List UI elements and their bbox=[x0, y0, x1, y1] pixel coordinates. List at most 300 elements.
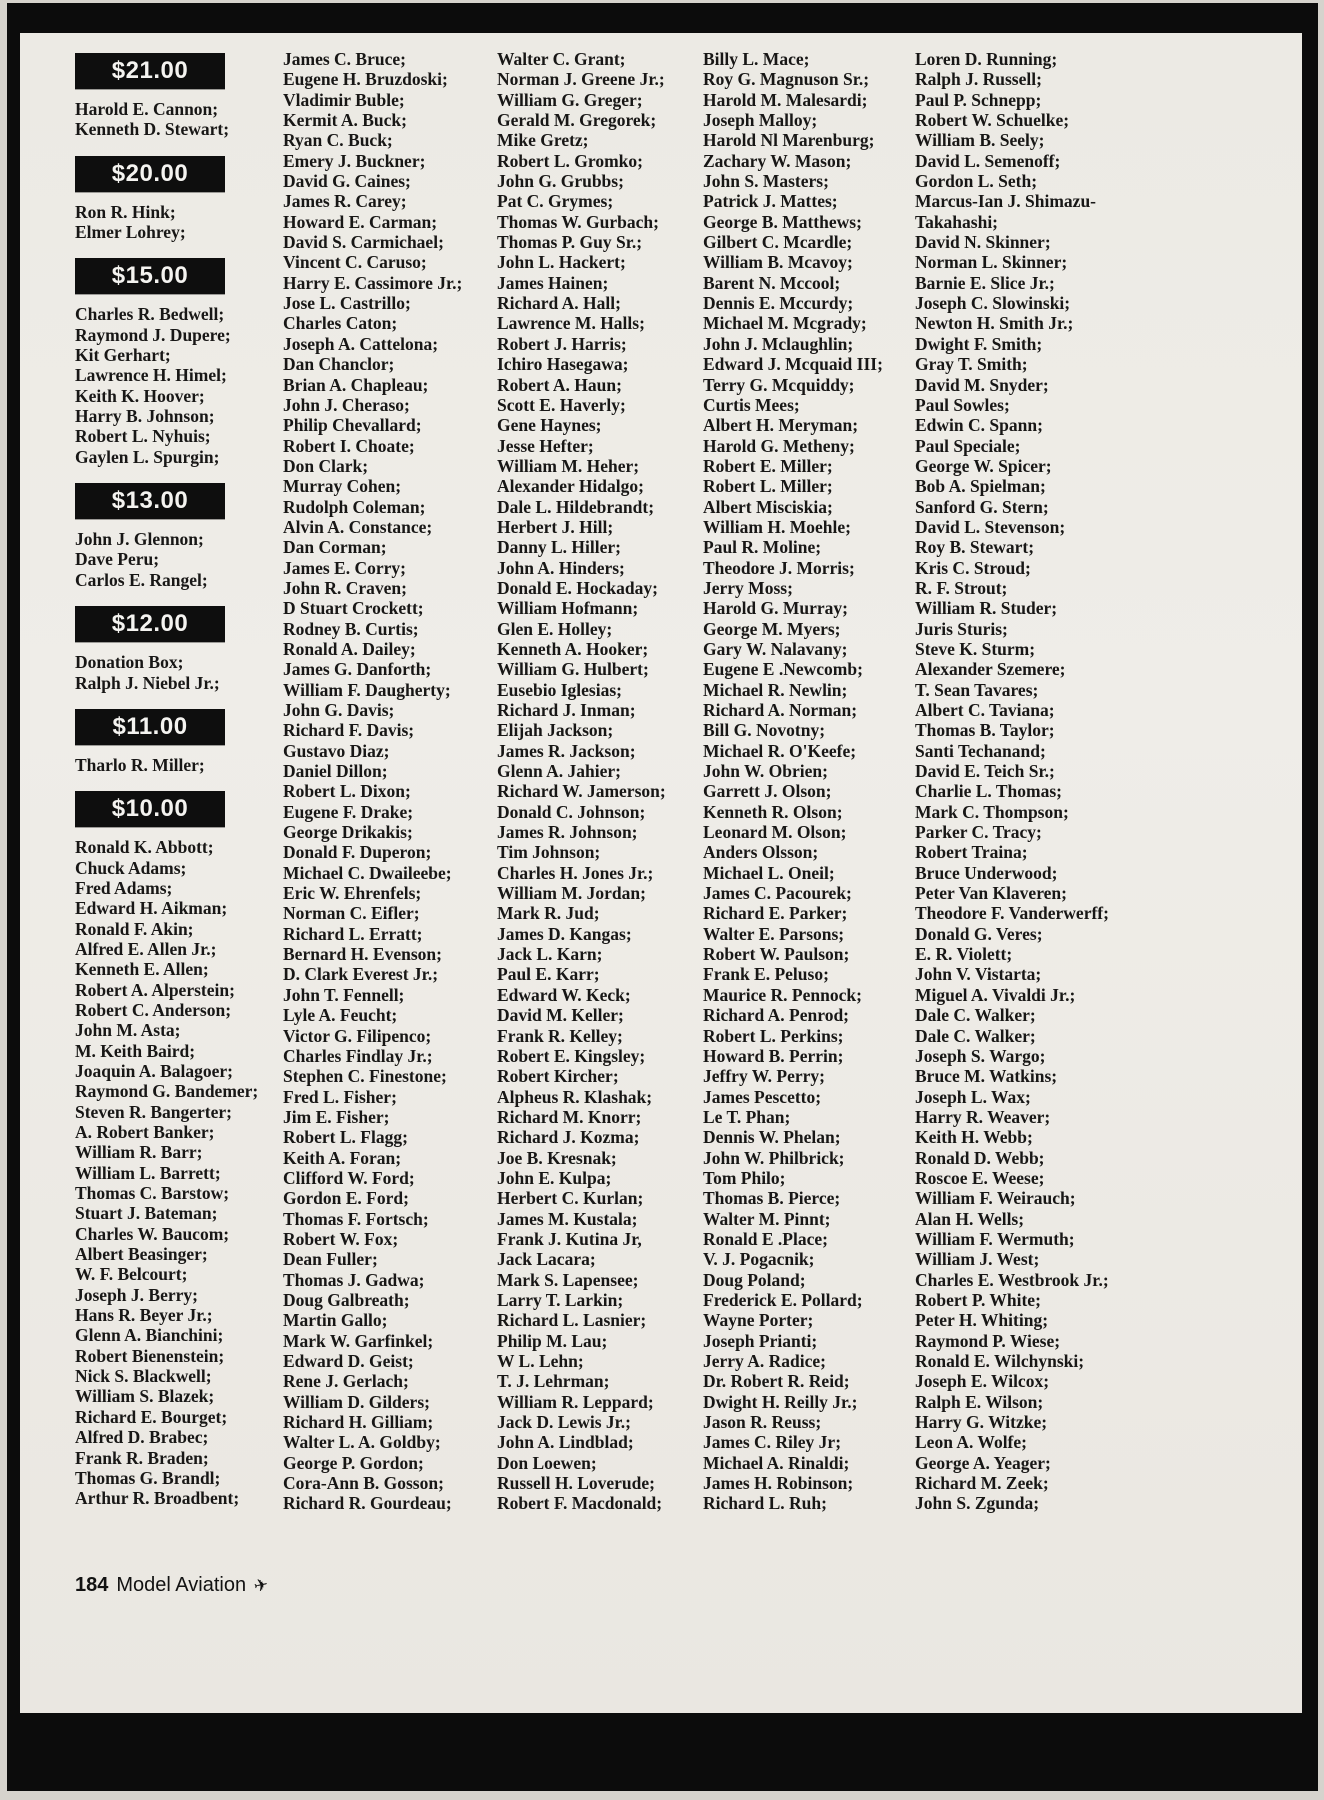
donor-column-4 bbox=[703, 49, 907, 1514]
donor-name: John E. Kulpa; bbox=[497, 1167, 612, 1188]
donor-name: Robert Kircher; bbox=[497, 1066, 619, 1087]
donor-name: Newton H. Smith Jr.; bbox=[915, 313, 1074, 334]
donor-name: James R. Carey; bbox=[283, 191, 407, 212]
donor-name: John L. Hackert; bbox=[497, 252, 626, 273]
donor-name: Herbert C. Kurlan; bbox=[497, 1188, 644, 1209]
donor-name: Richard L. Ruh; bbox=[703, 1493, 827, 1514]
donor-name: Raymond J. Dupere; bbox=[75, 324, 231, 345]
donor-name-list bbox=[283, 49, 487, 1514]
donor-name: William L. Barrett; bbox=[75, 1162, 221, 1183]
donor-name: Raymond G. Bandemer; bbox=[75, 1081, 259, 1102]
donor-name: William D. Gilders; bbox=[283, 1391, 430, 1412]
donor-name-list bbox=[915, 49, 1140, 1514]
donor-name: Stuart J. Bateman; bbox=[75, 1203, 218, 1224]
donor-name: Zachary W. Mason; bbox=[703, 150, 852, 171]
donor-name: Michael M. Mcgrady; bbox=[703, 313, 867, 334]
donor-name: John S. Zgunda; bbox=[915, 1493, 1040, 1514]
donor-name: Leonard M. Olson; bbox=[703, 822, 847, 843]
donor-name: Joseph S. Wargo; bbox=[915, 1045, 1046, 1066]
donor-name: Paul R. Moline; bbox=[703, 537, 822, 558]
donor-name: Robert L. Gromko; bbox=[497, 150, 643, 171]
donor-name-list bbox=[75, 837, 283, 1508]
donor-name: William R. Studer; bbox=[915, 598, 1058, 619]
donor-name: John A. Hinders; bbox=[497, 557, 625, 578]
donor-name: Kenneth E. Allen; bbox=[75, 959, 209, 980]
donor-name: Dennis W. Phelan; bbox=[703, 1127, 841, 1148]
donor-name: Gustavo Diaz; bbox=[283, 740, 390, 761]
donor-name: Kit Gerhart; bbox=[75, 345, 171, 366]
donor-name: Donald E. Hockaday; bbox=[497, 577, 658, 598]
donor-name: William B. Seely; bbox=[915, 130, 1045, 151]
donor-name: Donald F. Duperon; bbox=[283, 842, 432, 863]
donor-name: Walter M. Pinnt; bbox=[703, 1208, 831, 1229]
donor-name: Robert W. Paulson; bbox=[703, 944, 850, 965]
donor-name: Robert L. Flagg; bbox=[283, 1127, 408, 1148]
donor-name: Richard J. Inman; bbox=[497, 700, 636, 720]
donor-name: Eugene E .Newcomb; bbox=[703, 659, 863, 680]
donor-name-list bbox=[75, 99, 283, 140]
donor-name: Thomas B. Taylor; bbox=[915, 720, 1055, 741]
donor-name: Robert F. Macdonald; bbox=[497, 1493, 663, 1514]
donor-name: Marcus-Ian J. Shimazu- bbox=[915, 191, 1097, 212]
donor-name: Paul Speciale; bbox=[915, 435, 1021, 456]
donor-name: Joseph Malloy; bbox=[703, 110, 818, 131]
donor-name: Parker C. Tracy; bbox=[915, 822, 1042, 843]
donor-name: Bob A. Spielman; bbox=[915, 476, 1046, 497]
donor-column-3 bbox=[497, 49, 701, 1514]
donor-name: Joseph C. Slowinski; bbox=[915, 293, 1071, 314]
donor-name: Robert A. Haun; bbox=[497, 374, 622, 395]
donor-name: John M. Asta; bbox=[75, 1020, 181, 1041]
amount-header: $11.00 bbox=[75, 709, 225, 745]
donor-name: William G. Hulbert; bbox=[497, 659, 649, 680]
donor-name: Richard H. Gilliam; bbox=[283, 1412, 434, 1433]
donor-name: Bill G. Novotny; bbox=[703, 720, 826, 741]
donor-name: Gray T. Smith; bbox=[915, 354, 1028, 375]
donor-name: Walter E. Parsons; bbox=[703, 923, 845, 944]
donor-name: Kris C. Stroud; bbox=[915, 557, 1031, 578]
donor-name: Ron R. Hink; bbox=[75, 201, 176, 222]
donor-name: Jerry A. Radice; bbox=[703, 1351, 826, 1371]
donor-name: Alexander Szemere; bbox=[915, 659, 1066, 680]
donor-name: Richard M. Zeek; bbox=[915, 1473, 1049, 1494]
donor-name: Dan Corman; bbox=[283, 537, 387, 558]
donor-name: Michael L. Oneil; bbox=[703, 862, 835, 883]
donor-name: John G. Davis; bbox=[283, 700, 395, 720]
donor-name: Dave Peru; bbox=[75, 549, 160, 570]
donor-name: Norman C. Eifler; bbox=[283, 903, 420, 924]
donor-name: Barent N. Mccool; bbox=[703, 272, 841, 293]
donor-name: David E. Teich Sr.; bbox=[915, 761, 1055, 782]
amount-header: $20.00 bbox=[75, 156, 225, 192]
donor-name: Charles R. Bedwell; bbox=[75, 304, 225, 325]
donor-name: Frank R. Kelley; bbox=[497, 1025, 623, 1046]
donor-name: Herbert J. Hill; bbox=[497, 516, 614, 537]
donor-name: Fred Adams; bbox=[75, 877, 173, 898]
donor-name: Chuck Adams; bbox=[75, 857, 187, 878]
amount-header: $15.00 bbox=[75, 258, 225, 294]
donor-name: Bernard H. Evenson; bbox=[283, 944, 442, 965]
donor-name: Miguel A. Vivaldi Jr.; bbox=[915, 984, 1076, 1005]
donor-name: Arthur R. Broadbent; bbox=[75, 1488, 240, 1509]
donor-name: Robert I. Choate; bbox=[283, 435, 415, 456]
donor-name: Juris Sturis; bbox=[915, 618, 1008, 639]
donor-name: James D. Kangas; bbox=[497, 923, 632, 944]
donor-name: Victor G. Filipenco; bbox=[283, 1025, 432, 1046]
donor-name: Richard R. Gourdeau; bbox=[283, 1493, 452, 1514]
page-footer bbox=[75, 1574, 271, 1597]
donor-name: Harry G. Witzke; bbox=[915, 1412, 1048, 1433]
donor-name: Steve K. Sturm; bbox=[915, 638, 1036, 659]
donor-name: Pat C. Grymes; bbox=[497, 191, 614, 212]
donor-name: Michael A. Rinaldi; bbox=[703, 1452, 850, 1473]
donor-name: William M. Jordan; bbox=[497, 883, 646, 904]
donor-name: Doug Galbreath; bbox=[283, 1289, 410, 1310]
donor-name: Bruce Underwood; bbox=[915, 862, 1058, 883]
donor-name: Lawrence H. Himel; bbox=[75, 365, 227, 386]
donor-name: George B. Matthews; bbox=[703, 211, 862, 232]
donor-name: Charles Findlay Jr.; bbox=[283, 1045, 433, 1066]
amount-header: $10.00 bbox=[75, 791, 225, 827]
donor-name: Eusebio Iglesias; bbox=[497, 679, 622, 700]
donor-name: Roscoe E. Weese; bbox=[915, 1167, 1045, 1188]
donor-name: David G. Caines; bbox=[283, 171, 411, 192]
donor-name: John R. Craven; bbox=[283, 577, 407, 598]
donor-name: Richard L. Erratt; bbox=[283, 923, 423, 944]
donor-name: Dale C. Walker; bbox=[915, 1025, 1036, 1046]
donor-name: Charlie L. Thomas; bbox=[915, 781, 1062, 802]
donor-name-list bbox=[75, 304, 283, 467]
page-number: 184 bbox=[75, 1574, 109, 1596]
donor-name: Carlos E. Rangel; bbox=[75, 569, 208, 590]
donor-name: Joaquin A. Balagoer; bbox=[75, 1060, 234, 1081]
donor-name: Richard E. Parker; bbox=[703, 903, 848, 924]
donor-name: James Pescetto; bbox=[703, 1086, 822, 1107]
donor-name: Takahashi; bbox=[915, 211, 999, 232]
donor-name: Thomas B. Pierce; bbox=[703, 1188, 841, 1209]
donor-name: John S. Masters; bbox=[703, 171, 829, 192]
donor-name: Anders Olsson; bbox=[703, 842, 819, 863]
donor-name: William S. Blazek; bbox=[75, 1386, 215, 1407]
donor-name: Peter Van Klaveren; bbox=[915, 883, 1067, 904]
donor-name: John T. Fennell; bbox=[283, 984, 405, 1005]
donor-name: M. Keith Baird; bbox=[75, 1040, 196, 1061]
donor-name: Richard L. Lasnier; bbox=[497, 1310, 647, 1331]
donor-name: Howard B. Perrin; bbox=[703, 1045, 844, 1066]
donor-name: Gary W. Nalavany; bbox=[703, 638, 848, 659]
donor-name: Dwight F. Smith; bbox=[915, 333, 1043, 354]
donor-name: Walter L. A. Goldby; bbox=[283, 1432, 441, 1453]
donor-name: A. Robert Banker; bbox=[75, 1122, 215, 1142]
donor-name: Frank J. Kutina Jr, bbox=[497, 1228, 642, 1249]
donor-name: Thomas P. Guy Sr.; bbox=[497, 232, 643, 253]
donor-name: Glenn A. Jahier; bbox=[497, 761, 621, 782]
donor-name-list bbox=[75, 529, 283, 590]
donor-name: Albert Beasinger; bbox=[75, 1244, 208, 1265]
donor-name: David N. Skinner; bbox=[915, 232, 1051, 253]
donor-name: Donald C. Johnson; bbox=[497, 801, 646, 822]
donor-name: Danny L. Hiller; bbox=[497, 537, 621, 558]
magazine-title: Model Aviation bbox=[116, 1574, 247, 1596]
donor-name: John J. Cheraso; bbox=[283, 394, 410, 415]
donor-name: Walter C. Grant; bbox=[497, 49, 626, 69]
donor-name: Fred L. Fisher; bbox=[283, 1086, 397, 1107]
donor-name: Ralph J. Russell; bbox=[915, 69, 1042, 90]
donor-name: Theodore J. Morris; bbox=[703, 557, 855, 578]
donor-name: Eric W. Ehrenfels; bbox=[283, 883, 422, 904]
donor-name: Jack L. Karn; bbox=[497, 944, 603, 965]
donor-name: Gordon E. Ford; bbox=[283, 1188, 409, 1209]
donor-name: Kermit A. Buck; bbox=[283, 110, 407, 131]
donor-name: Mike Gretz; bbox=[497, 130, 589, 151]
donor-name: James M. Kustala; bbox=[497, 1208, 638, 1229]
donor-name: Richard W. Jamerson; bbox=[497, 781, 666, 802]
donor-name: Keith K. Hoover; bbox=[75, 385, 205, 406]
donor-name: Richard A. Penrod; bbox=[703, 1005, 849, 1026]
donor-name: Ronald A. Dailey; bbox=[283, 638, 416, 659]
donor-name: Wayne Porter; bbox=[703, 1310, 814, 1331]
donor-name: Terry G. Mcquiddy; bbox=[703, 374, 855, 395]
donor-name: William R. Barr; bbox=[75, 1142, 203, 1163]
donor-name: Santi Techanand; bbox=[915, 740, 1046, 761]
donor-name: Harry E. Cassimore Jr.; bbox=[283, 272, 463, 293]
donor-name: Patrick J. Mattes; bbox=[703, 191, 838, 212]
donor-name: Joseph E. Wilcox; bbox=[915, 1371, 1050, 1392]
donor-name: Theodore F. Vanderwerff; bbox=[915, 903, 1109, 924]
donor-name: James E. Corry; bbox=[283, 557, 406, 578]
donor-name: Roy B. Stewart; bbox=[915, 537, 1035, 558]
donor-name: Charles E. Westbrook Jr.; bbox=[915, 1269, 1109, 1290]
donor-name: Robert W. Fox; bbox=[283, 1228, 399, 1249]
donor-name: Frederick E. Pollard; bbox=[703, 1289, 863, 1310]
donor-name: Paul E. Karr; bbox=[497, 964, 600, 985]
donor-name: John V. Vistarta; bbox=[915, 964, 1042, 985]
donor-name: Ronald E. Wilchynski; bbox=[915, 1351, 1085, 1371]
donor-name: Daniel Dillon; bbox=[283, 761, 388, 782]
donor-name: Keith H. Webb; bbox=[915, 1127, 1033, 1148]
donor-name: Jim E. Fisher; bbox=[283, 1106, 390, 1127]
donor-name: Harry R. Weaver; bbox=[915, 1106, 1051, 1127]
donor-name: Frank E. Peluso; bbox=[703, 964, 829, 985]
donor-name: Dan Chanclor; bbox=[283, 354, 395, 375]
donor-name: Richard A. Hall; bbox=[497, 293, 621, 314]
donor-name: E. R. Violett; bbox=[915, 944, 1013, 965]
donor-name: Norman J. Greene Jr.; bbox=[497, 69, 665, 90]
donor-name: Dr. Robert R. Reid; bbox=[703, 1371, 850, 1392]
donor-name: V. J. Pogacnik; bbox=[703, 1249, 815, 1270]
donor-name: Larry T. Larkin; bbox=[497, 1289, 624, 1310]
donor-name: Mark W. Garfinkel; bbox=[283, 1330, 434, 1351]
donor-name-list bbox=[75, 652, 283, 693]
donor-name: George M. Myers; bbox=[703, 618, 841, 639]
donor-name: Robert L. Nyhuis; bbox=[75, 426, 211, 447]
donor-name: Curtis Mees; bbox=[703, 394, 800, 415]
donor-name: Alexander Hidalgo; bbox=[497, 476, 644, 497]
donor-name: Gene Haynes; bbox=[497, 415, 602, 436]
donor-name: Robert E. Kingsley; bbox=[497, 1045, 646, 1066]
donor-name: Charles H. Jones Jr.; bbox=[497, 862, 654, 883]
donor-name: Eugene F. Drake; bbox=[283, 801, 414, 822]
donor-name: T. J. Lehrman; bbox=[497, 1371, 610, 1392]
donor-column-1 bbox=[75, 49, 283, 1509]
donor-name-list bbox=[75, 202, 283, 243]
donor-name: Loren D. Running; bbox=[915, 49, 1058, 69]
donor-name: Emery J. Buckner; bbox=[283, 150, 426, 171]
donor-name: Jose L. Castrillo; bbox=[283, 293, 411, 314]
donor-name: Harold Nl Marenburg; bbox=[703, 130, 875, 151]
donor-name: Clifford W. Ford; bbox=[283, 1167, 415, 1188]
donor-name: Jason R. Reuss; bbox=[703, 1412, 822, 1433]
donor-name: Jesse Hefter; bbox=[497, 435, 594, 456]
donor-name: Gordon L. Seth; bbox=[915, 171, 1038, 192]
donor-name: Robert J. Harris; bbox=[497, 333, 627, 354]
donor-name: Jerry Moss; bbox=[703, 577, 793, 598]
donor-name: Robert L. Dixon; bbox=[283, 781, 411, 802]
donor-name: Alfred D. Brabec; bbox=[75, 1427, 209, 1448]
donor-name: Robert A. Alperstein; bbox=[75, 979, 235, 1000]
donor-name: Ronald E .Place; bbox=[703, 1228, 828, 1249]
donor-name: Paul Sowles; bbox=[915, 394, 1010, 415]
donor-name: Ralph E. Wilson; bbox=[915, 1391, 1044, 1412]
donor-name: Bruce M. Watkins; bbox=[915, 1066, 1058, 1087]
donor-name: William R. Leppard; bbox=[497, 1391, 654, 1412]
donor-name: Billy L. Mace; bbox=[703, 49, 810, 69]
donor-name: John A. Lindblad; bbox=[497, 1432, 634, 1453]
donor-name: James G. Danforth; bbox=[283, 659, 432, 680]
donor-name: William F. Daugherty; bbox=[283, 679, 451, 700]
donor-name: Edwin C. Spann; bbox=[915, 415, 1043, 436]
donor-name: Brian A. Chapleau; bbox=[283, 374, 429, 395]
donor-name: John W. Philbrick; bbox=[703, 1147, 845, 1168]
donor-name: Alan H. Wells; bbox=[915, 1208, 1025, 1229]
donor-name: Steven R. Bangerter; bbox=[75, 1101, 232, 1122]
donor-name: Lawrence M. Halls; bbox=[497, 313, 645, 334]
donor-name: James C. Pacourek; bbox=[703, 883, 852, 904]
donor-name: Kenneth A. Hooker; bbox=[497, 638, 649, 659]
donor-name: William M. Heher; bbox=[497, 455, 640, 476]
donor-name: Donation Box; bbox=[75, 652, 184, 673]
donor-name: James R. Jackson; bbox=[497, 740, 636, 761]
donor-name: George W. Spicer; bbox=[915, 455, 1052, 476]
donor-name: Doug Poland; bbox=[703, 1269, 806, 1290]
donor-name: Tom Philo; bbox=[703, 1167, 786, 1188]
donor-name: Leon A. Wolfe; bbox=[915, 1432, 1027, 1453]
donor-name: Cora-Ann B. Gosson; bbox=[283, 1473, 444, 1494]
donor-name: Elmer Lohrey; bbox=[75, 222, 186, 243]
donor-name: Robert Traina; bbox=[915, 842, 1028, 863]
donor-name: Gilbert C. Mcardle; bbox=[703, 232, 853, 253]
donor-name: Dwight H. Reilly Jr.; bbox=[703, 1391, 858, 1412]
donor-name: Tharlo R. Miller; bbox=[75, 754, 205, 775]
donor-name: John J. Mclaughlin; bbox=[703, 333, 854, 354]
donor-name: Philip M. Lau; bbox=[497, 1330, 608, 1351]
donor-name: Ronald D. Webb; bbox=[915, 1147, 1045, 1168]
donor-name: Thomas F. Fortsch; bbox=[283, 1208, 429, 1229]
magazine-page bbox=[20, 33, 1302, 1713]
donor-name: James C. Riley Jr; bbox=[703, 1432, 842, 1453]
donor-name: Robert L. Perkins; bbox=[703, 1025, 844, 1046]
donor-name: James H. Robinson; bbox=[703, 1473, 854, 1494]
donor-name: Richard J. Kozma; bbox=[497, 1127, 640, 1148]
donor-name: Harold G. Metheny; bbox=[703, 435, 855, 456]
donor-name: Don Loewen; bbox=[497, 1452, 597, 1473]
amount-header: $21.00 bbox=[75, 53, 225, 89]
donor-name: Ichiro Hasegawa; bbox=[497, 354, 629, 375]
donor-name: William B. Mcavoy; bbox=[703, 252, 853, 273]
donor-name: R. F. Strout; bbox=[915, 577, 1008, 598]
donor-name: Thomas G. Brandl; bbox=[75, 1467, 221, 1488]
donor-name: Richard F. Davis; bbox=[283, 720, 415, 741]
donor-name: Glen E. Holley; bbox=[497, 618, 613, 639]
donor-name: Le T. Phan; bbox=[703, 1106, 791, 1127]
donor-name: Robert C. Anderson; bbox=[75, 999, 232, 1020]
donor-name: Howard E. Carman; bbox=[283, 211, 438, 232]
donor-name: Kenneth D. Stewart; bbox=[75, 119, 230, 140]
donor-name: Alvin A. Constance; bbox=[283, 516, 433, 537]
page-frame bbox=[7, 3, 1318, 1791]
donor-name: George A. Yeager; bbox=[915, 1452, 1051, 1473]
donor-name: William F. Weirauch; bbox=[915, 1188, 1076, 1209]
donor-name: Lyle A. Feucht; bbox=[283, 1005, 398, 1026]
donor-name: Maurice R. Pennock; bbox=[703, 984, 862, 1005]
donor-name: Ralph J. Niebel Jr.; bbox=[75, 672, 220, 693]
donor-name: Albert C. Taviana; bbox=[915, 700, 1055, 720]
donor-name: W L. Lehn; bbox=[497, 1351, 584, 1371]
donor-name: Joseph J. Berry; bbox=[75, 1284, 198, 1305]
amount-header: $12.00 bbox=[75, 606, 225, 642]
donor-name: Dale L. Hildebrandt; bbox=[497, 496, 655, 517]
donor-name: Gaylen L. Spurgin; bbox=[75, 446, 220, 467]
donor-name: Joe B. Kresnak; bbox=[497, 1147, 617, 1168]
donor-name: Thomas C. Barstow; bbox=[75, 1183, 230, 1204]
donor-name: David M. Snyder; bbox=[915, 374, 1049, 395]
donor-name: David L. Semenoff; bbox=[915, 150, 1061, 171]
donor-name: Michael R. Newlin; bbox=[703, 679, 848, 700]
donor-name: Philip Chevallard; bbox=[283, 415, 422, 436]
donor-name: Vincent C. Caruso; bbox=[283, 252, 427, 273]
donor-name: Jack Lacara; bbox=[497, 1249, 596, 1270]
donor-name: Dean Fuller; bbox=[283, 1249, 378, 1270]
donor-name: Michael C. Dwaileebe; bbox=[283, 862, 452, 883]
donor-name: Murray Cohen; bbox=[283, 476, 402, 497]
donor-name: Glenn A. Bianchini; bbox=[75, 1325, 224, 1346]
donor-name: Harold M. Malesardi; bbox=[703, 89, 868, 110]
donor-name: Martin Gallo; bbox=[283, 1310, 388, 1331]
donor-name: Robert P. White; bbox=[915, 1289, 1041, 1310]
donor-name: Edward W. Keck; bbox=[497, 984, 631, 1005]
donor-name: Albert Misciskia; bbox=[703, 496, 833, 517]
donor-name: Tim Johnson; bbox=[497, 842, 601, 863]
donor-name: Barnie E. Slice Jr.; bbox=[915, 272, 1055, 293]
donor-name: Harold G. Murray; bbox=[703, 598, 849, 619]
donor-name: Robert Bienenstein; bbox=[75, 1345, 225, 1366]
donor-name: David S. Carmichael; bbox=[283, 232, 444, 253]
donor-name: D Stuart Crockett; bbox=[283, 598, 424, 619]
donor-name: Richard E. Bourget; bbox=[75, 1406, 228, 1427]
donor-name: Don Clark; bbox=[283, 455, 369, 476]
donor-name: William J. West; bbox=[915, 1249, 1040, 1270]
donor-name: Gerald M. Gregorek; bbox=[497, 110, 657, 131]
donor-column-2 bbox=[283, 49, 487, 1514]
donor-name: Frank R. Braden; bbox=[75, 1447, 209, 1468]
donor-name: Ronald F. Akin; bbox=[75, 918, 194, 939]
donor-name: Thomas J. Gadwa; bbox=[283, 1269, 425, 1290]
donor-name-list bbox=[703, 49, 907, 1514]
amount-header: $13.00 bbox=[75, 483, 225, 519]
donor-name: Kenneth R. Olson; bbox=[703, 801, 843, 822]
donor-name: Sanford G. Stern; bbox=[915, 496, 1049, 517]
donor-name: Mark S. Lapensee; bbox=[497, 1269, 639, 1290]
